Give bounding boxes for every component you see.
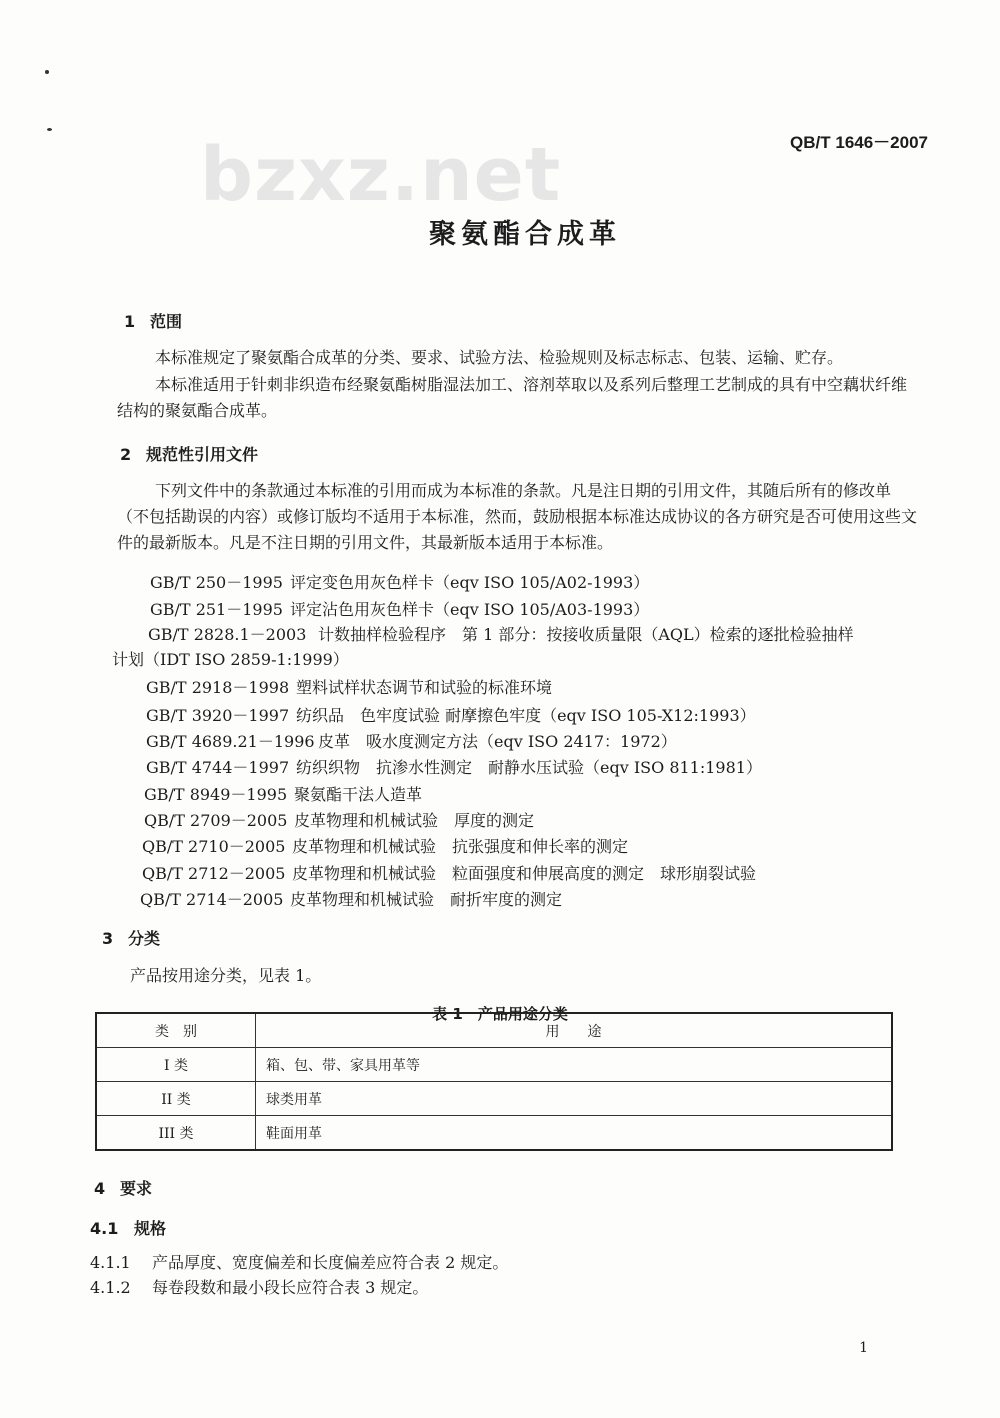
reference-title: 纺织织物 抗渗水性测定 耐静水压试验（eqv ISO 811:1981） <box>296 758 762 777</box>
section-number: 4 <box>94 1179 106 1198</box>
reference-code: GB/T 2828.1－2003 <box>148 625 307 644</box>
reference-title: 计数抽样检验程序 第 1 部分：按接收质量限（AQL）检索的逐批检验抽样 <box>318 625 854 644</box>
reference-continuation: 计划（IDT ISO 2859-1:1999） <box>112 650 349 669</box>
reference-code: GB/T 4689.21－1996 <box>146 732 315 751</box>
table-1 <box>95 1012 893 1151</box>
reference-code: GB/T 250－1995 <box>150 573 283 592</box>
reference-item <box>146 703 756 726</box>
reference-item <box>150 597 649 620</box>
reference-item <box>144 808 534 831</box>
reference-code: QB/T 2712－2005 <box>142 864 286 883</box>
subsection-title: 规格 <box>134 1219 167 1238</box>
reference-item <box>142 861 756 884</box>
reference-title: 评定变色用灰色样卡（eqv ISO 105/A02-1993） <box>290 573 650 592</box>
clause-text: 每卷段数和最小段长应符合表 3 规定。 <box>152 1278 429 1297</box>
section-number: 2 <box>120 445 132 464</box>
section-number: 1 <box>124 312 136 331</box>
section-title: 规范性引用文件 <box>146 445 259 464</box>
reference-item <box>148 622 854 645</box>
table-1-caption: 表 1 产品用途分类 <box>432 1005 568 1023</box>
table-cell-category: I 类 <box>96 1048 256 1082</box>
table-cell-usage: 鞋面用革 <box>256 1116 893 1151</box>
table-cell-category: II 类 <box>96 1082 256 1116</box>
section-3-heading <box>102 926 160 949</box>
clause-number: 4.1.1 <box>90 1253 131 1272</box>
reference-title: 塑料试样状态调节和试验的标准环境 <box>296 678 553 697</box>
table-header-row <box>96 1013 892 1048</box>
section-4-heading <box>94 1176 152 1199</box>
reference-code: QB/T 2710－2005 <box>142 837 286 856</box>
clause-item <box>90 1278 428 1299</box>
reference-item <box>142 834 628 857</box>
reference-code: GB/T 4744－1997 <box>146 758 290 777</box>
reference-title: 皮革物理和机械试验 粒面强度和伸展高度的测定 球形崩裂试验 <box>292 864 757 883</box>
clause-number: 4.1.2 <box>90 1278 131 1297</box>
clause-item <box>90 1253 508 1274</box>
table-row <box>96 1116 892 1151</box>
reference-item <box>140 887 562 910</box>
document-title: 聚氨酯合成革 <box>429 219 621 250</box>
table-header-usage: 用 途 <box>256 1013 893 1048</box>
section-title: 范围 <box>150 312 183 331</box>
table-row <box>96 1048 892 1082</box>
reference-code: QB/T 2709－2005 <box>144 811 288 830</box>
reference-code: GB/T 8949－1995 <box>144 785 288 804</box>
reference-code: GB/T 3920－1997 <box>146 706 290 725</box>
reference-title: 皮革物理和机械试验 耐折牢度的测定 <box>290 890 563 909</box>
scan-speck <box>47 128 52 131</box>
table-row <box>96 1082 892 1116</box>
reference-code: GB/T 251－1995 <box>150 600 283 619</box>
table-cell-usage: 箱、包、带、家具用革等 <box>256 1048 893 1082</box>
reference-title: 皮革物理和机械试验 抗张强度和伸长率的测定 <box>292 837 629 856</box>
reference-item <box>150 570 649 593</box>
scope-paragraph-1: 本标准规定了聚氨酯合成革的分类、要求、试验方法、检验规则及标志标志、包装、运输、贮存。 <box>155 348 844 367</box>
reference-title: 评定沾色用灰色样卡（eqv ISO 105/A03-1993） <box>290 600 650 619</box>
section-title: 要求 <box>120 1179 153 1198</box>
standard-code: QB/T 1646－2007 <box>790 133 928 152</box>
section-title: 分类 <box>128 929 161 948</box>
page-number: 1 <box>859 1340 868 1356</box>
reference-title: 皮革物理和机械试验 厚度的测定 <box>294 811 535 830</box>
section-2-heading <box>120 442 258 465</box>
section-1-heading <box>124 309 182 332</box>
reference-title: 皮革 吸水度测定方法（eqv ISO 2417：1972） <box>318 732 677 751</box>
subsection-4-1-heading <box>90 1216 166 1239</box>
reference-code: GB/T 2918－1998 <box>146 678 290 697</box>
reference-item <box>144 782 422 805</box>
reference-code: QB/T 2714－2005 <box>140 890 284 909</box>
reference-item <box>146 755 762 778</box>
subsection-number: 4.1 <box>90 1219 119 1238</box>
table-cell-usage: 球类用革 <box>256 1082 893 1116</box>
reference-item <box>146 729 677 752</box>
scan-speck <box>45 70 49 74</box>
references-intro: 下列文件中的条款通过本标准的引用而成为本标准的条款。凡是注日期的引用文件，其随后所有的修改单（不包括勘误的内容）或修订版均不适用于本标准，然而，鼓励根据本标准达成协议的各方研究是否可使用这些文件的最新版本。凡是不注日期的引用文件，其最新版本适用于本标准。 <box>117 481 918 552</box>
reference-item <box>146 675 552 698</box>
classification-intro: 产品按用途分类，见表 1。 <box>130 966 322 985</box>
section-number: 3 <box>102 929 114 948</box>
table-header-category: 类 别 <box>96 1013 256 1048</box>
clause-text: 产品厚度、宽度偏差和长度偏差应符合表 2 规定。 <box>152 1253 509 1272</box>
scope-paragraph-2: 本标准适用于针刺非织造布经聚氨酯树脂湿法加工、溶剂萃取以及系列后整理工艺制成的具有中空藕状纤维结构的聚氨酯合成革。 <box>117 375 908 420</box>
reference-title: 纺织品 色牢度试验 耐摩擦色牢度（eqv ISO 105-X12:1993） <box>296 706 756 725</box>
table-cell-category: III 类 <box>96 1116 256 1151</box>
watermark: bzxz.net <box>200 132 562 218</box>
reference-title: 聚氨酯干法人造革 <box>294 785 423 804</box>
